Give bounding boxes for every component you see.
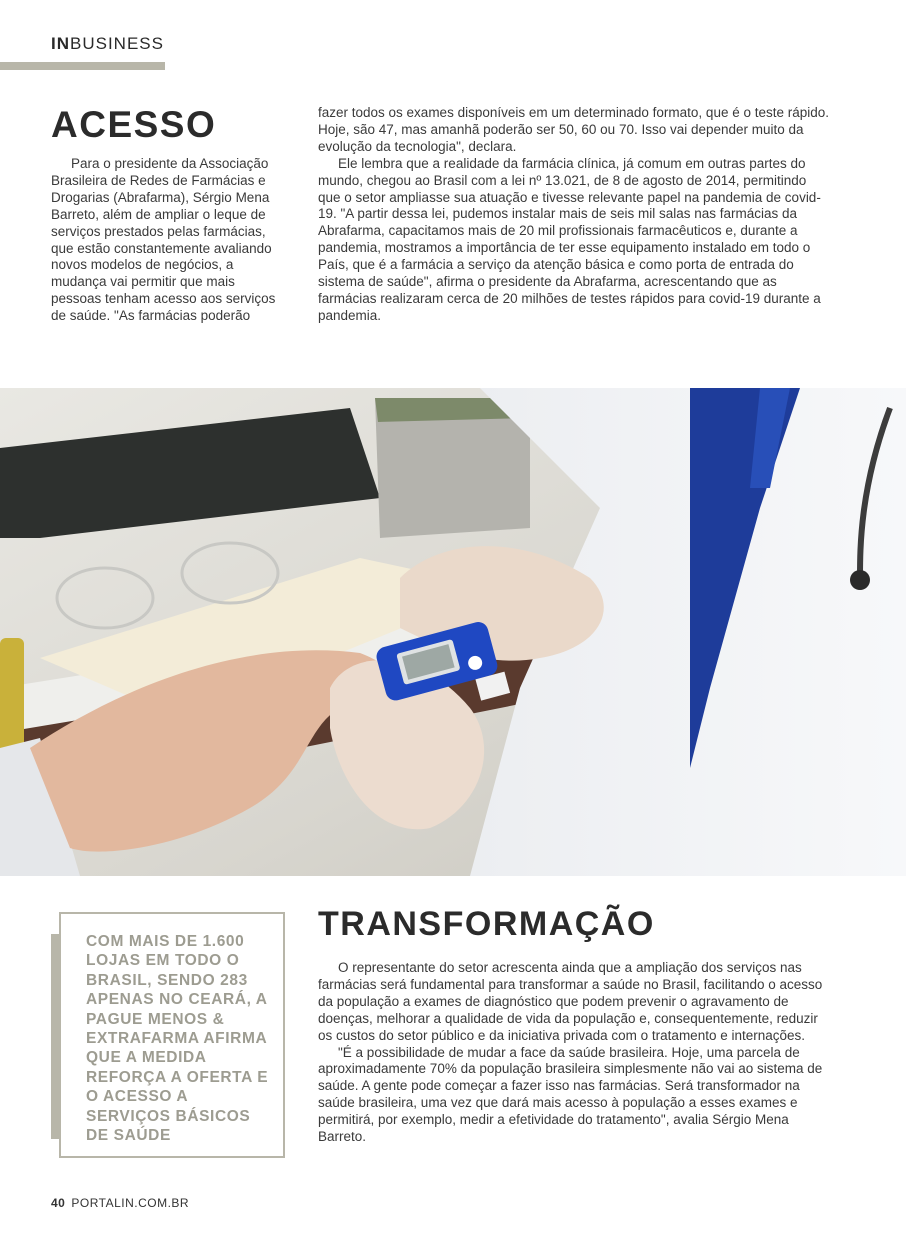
transformacao-paragraph-1: O representante do setor acrescenta ainda que a ampliação dos serviços nas farmácias será fundamental para transformar a saúde no Brasil, facilitando o acesso da população a exames de diagnóstico que podem prevenir o agravamento de doenças, melhorar a qualidade de vida da população e, consequentemente, reduzir os custos do setor público e da iniciativa privada com o tratamento e internações. — [318, 960, 823, 1043]
transformacao-column — [318, 960, 832, 1146]
pharmacy-photo — [0, 388, 906, 876]
page-number: 40 — [51, 1196, 66, 1210]
acesso-paragraph-1-continued: fazer todos os exames disponíveis em um determinado formato, que é o teste rápido. Hoje, são 47, mas amanhã poderão ser 50, 60 ou 70. Isso vai depender muito da evolução da tecnologia", declara. — [318, 105, 830, 154]
transformacao-heading: TRANSFORMAÇÃO — [318, 905, 655, 943]
acesso-paragraph-1: Para o presidente da Associação Brasileira de Redes de Farmácias e Drogarias (Abrafarma), Sérgio Mena Barreto, além de ampliar o leque de serviços prestados pelas farmácias, que estão constantemente avaliando novos modelos de negócios, a mudança vai permitir que mais pessoas tenham acesso aos serviços de saúde. "As farmácias poderão — [51, 156, 276, 324]
header-rule — [0, 62, 165, 70]
section-header-rest: BUSINESS — [70, 34, 164, 53]
site-url: PORTALIN.COM.BR — [71, 1196, 190, 1210]
acesso-paragraph-2: Ele lembra que a realidade da farmácia clínica, já comum em outras partes do mundo, chegou ao Brasil com a lei nº 13.021, de 8 de agosto de 2014, permitindo que o setor ampliasse sua atuação e tivesse relevante papel na pandemia de covid-19. "A partir dessa lei, pudemos instalar mais de seis mil salas nas farmácias da Abrafarma, capacitamos mais de 20 mil profissionais farmacêuticos e, durante a pandemia, mostramos a importância de ter esse equipamento instalado em todo o País, que é a farmácia a serviço da atenção básica e como porta de entrada do sistema de saúde", afirma o presidente da Abrafarma, acrescentando que as farmácias realizaram cerca de 20 milhões de testes rápidos para covid-19 durante a pandemia. — [318, 155, 821, 323]
page-footer — [51, 1196, 189, 1210]
pull-quote-bar — [51, 934, 61, 1139]
transformacao-paragraph-2: "É a possibilidade de mudar a face da saúde brasileira. Hoje, uma parcela de aproximadamente 70% da população brasileira simplesmente não vai ao sistema de saúde. A gente pode começar a fazer isso nas farmácias. Será transformador na saúde brasileira, uma vez que dará mais acesso à população a esses exames e permitirá, por exemplo, medir a efetividade do tratamento", avalia Sérgio Mena Barreto. — [318, 1044, 823, 1145]
acesso-heading: ACESSO — [51, 104, 217, 145]
section-header — [51, 34, 164, 54]
acesso-right-column — [318, 105, 830, 325]
pull-quote-text: COM MAIS DE 1.600 LOJAS EM TODO O BRASIL, SENDO 283 APENAS NO CEARÁ, A PAGUE MENOS & EXTRAFARMA AFIRMA QUE A MEDIDA REFORÇA A OFERTA E O ACESSO A SERVIÇOS BÁSICOS DE SAÚDE — [86, 933, 269, 1145]
section-header-bold: IN — [51, 34, 70, 53]
pulse-oximeter-illustration — [0, 388, 906, 876]
